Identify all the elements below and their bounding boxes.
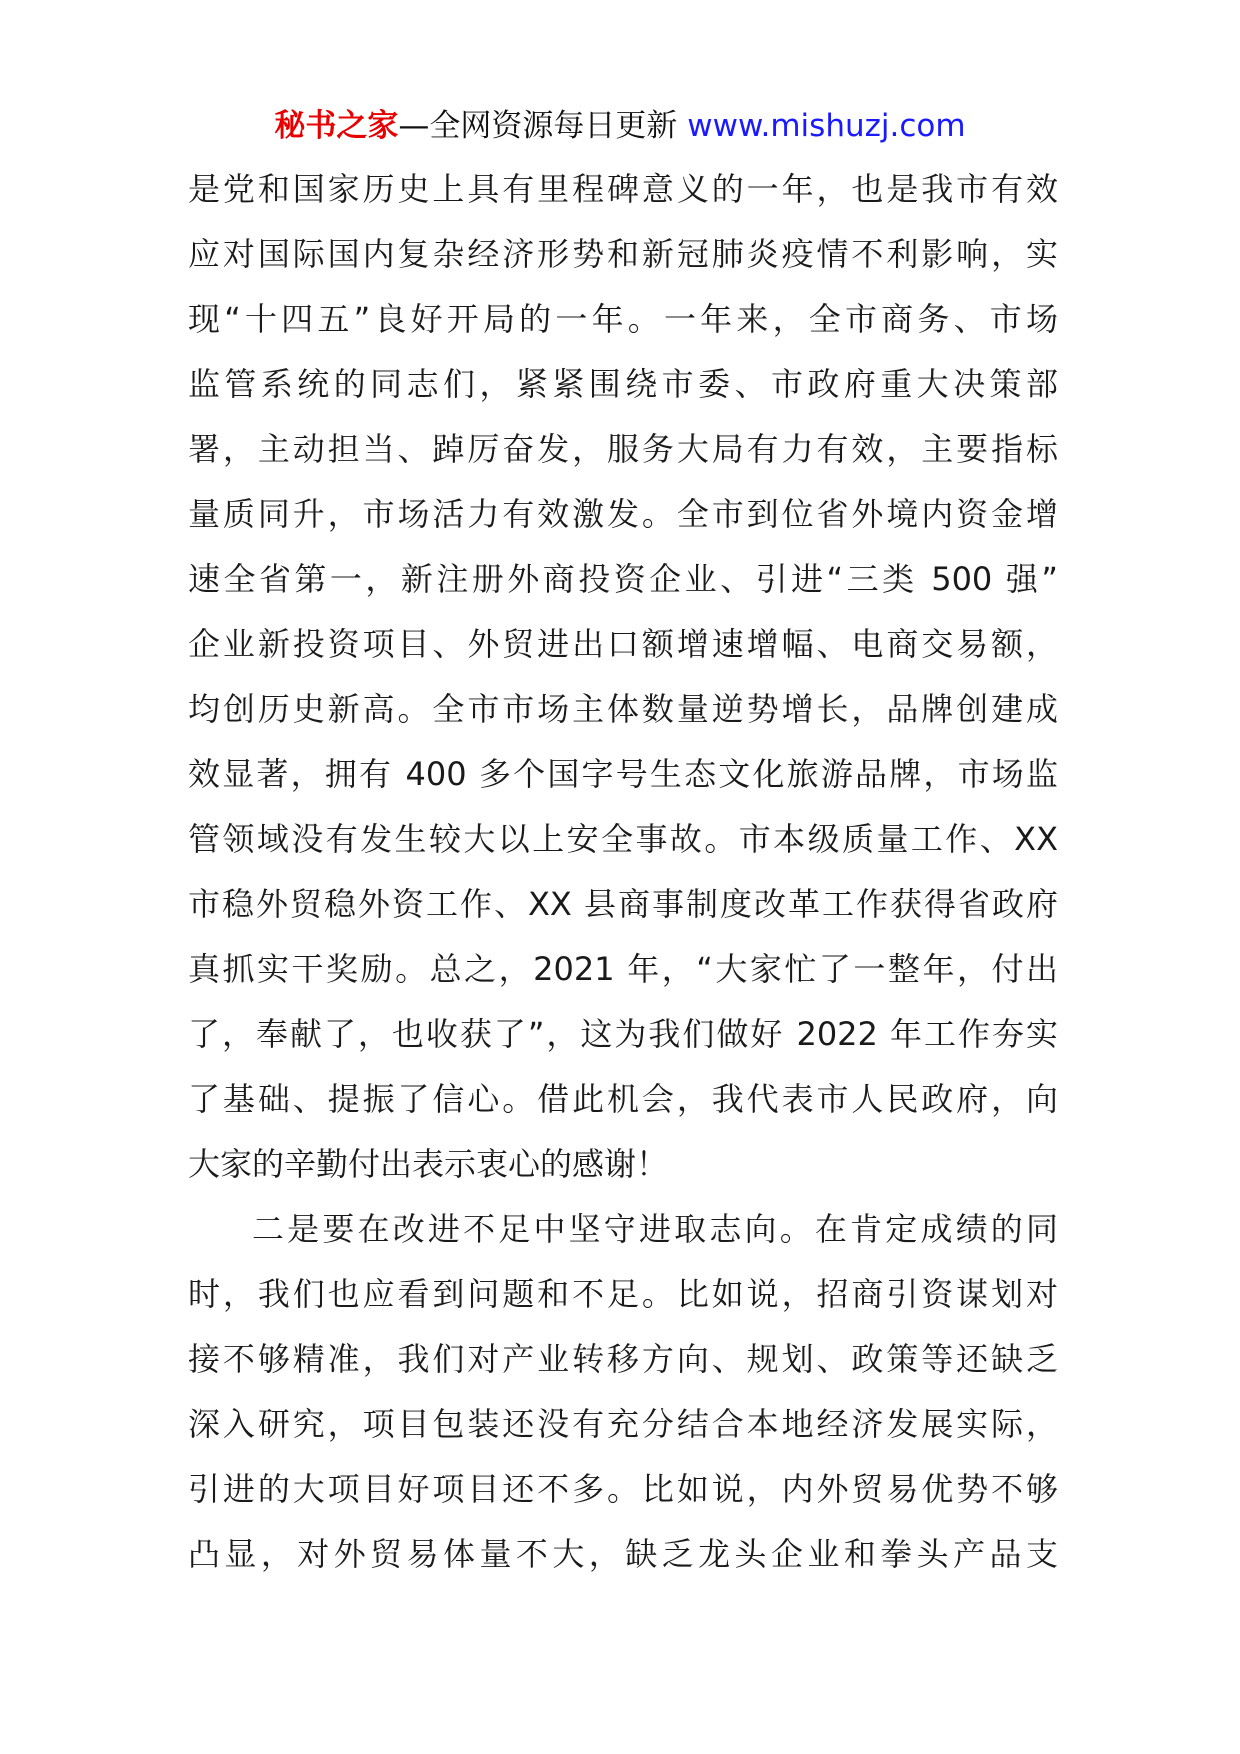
site-url-link[interactable]: www.mishuzj.com xyxy=(687,108,966,144)
paragraph-start-line: 二是要在改进不足中坚守进取志向。在肯定成绩的同 xyxy=(252,1210,1058,1248)
text-line: 均创历史新高。全市市场主体数量逆势增长，品牌创建成 xyxy=(188,690,1058,728)
text-line: 凸显，对外贸易体量不大，缺乏龙头企业和拳头产品支 xyxy=(188,1535,1058,1573)
text-line: 速全省第一，新注册外商投资企业、引进“三类 500 强” xyxy=(188,560,1058,598)
header-tagline: —全网资源每日更新 xyxy=(398,108,678,144)
text-line: 效显著，拥有 400 多个国字号生态文化旅游品牌，市场监 xyxy=(188,755,1058,793)
text-line: 署，主动担当、踔厉奋发，服务大局有力有效，主要指标 xyxy=(188,430,1058,468)
paragraph-end-line: 大家的辛勤付出表示衷心的感谢！ xyxy=(188,1145,669,1183)
text-line: 真抓实干奖励。总之，2021 年，“大家忙了一整年，付出 xyxy=(188,950,1058,988)
text-line: 深入研究，项目包装还没有充分结合本地经济发展实际， xyxy=(188,1405,1058,1443)
text-line: 了基础、提振了信心。借此机会，我代表市人民政府，向 xyxy=(188,1080,1058,1118)
brand-name: 秘书之家 xyxy=(274,108,399,144)
text-line: 市稳外贸稳外资工作、XX 县商事制度改革工作获得省政府 xyxy=(188,885,1058,923)
text-line: 监管系统的同志们，紧紧围绕市委、市政府重大决策部 xyxy=(188,365,1058,403)
site-header xyxy=(0,104,1240,148)
text-line: 时，我们也应看到问题和不足。比如说，招商引资谋划对 xyxy=(188,1275,1058,1313)
text-line: 引进的大项目好项目还不多。比如说，内外贸易优势不够 xyxy=(188,1470,1058,1508)
text-line: 企业新投资项目、外贸进出口额增速增幅、电商交易额， xyxy=(188,625,1058,663)
text-line: 了，奉献了，也收获了”，这为我们做好 2022 年工作夯实 xyxy=(188,1015,1058,1053)
document-body xyxy=(188,157,1058,1587)
text-line: 是党和国家历史上具有里程碑意义的一年，也是我市有效 xyxy=(188,170,1058,208)
text-line: 应对国际国内复杂经济形势和新冠肺炎疫情不利影响，实 xyxy=(188,235,1058,273)
text-line: 量质同升，市场活力有效激发。全市到位省外境内资金增 xyxy=(188,495,1058,533)
text-line: 管领域没有发生较大以上安全事故。市本级质量工作、XX xyxy=(188,820,1058,858)
text-line: 现“十四五”良好开局的一年。一年来，全市商务、市场 xyxy=(188,300,1058,338)
text-line: 接不够精准，我们对产业转移方向、规划、政策等还缺乏 xyxy=(188,1340,1058,1378)
